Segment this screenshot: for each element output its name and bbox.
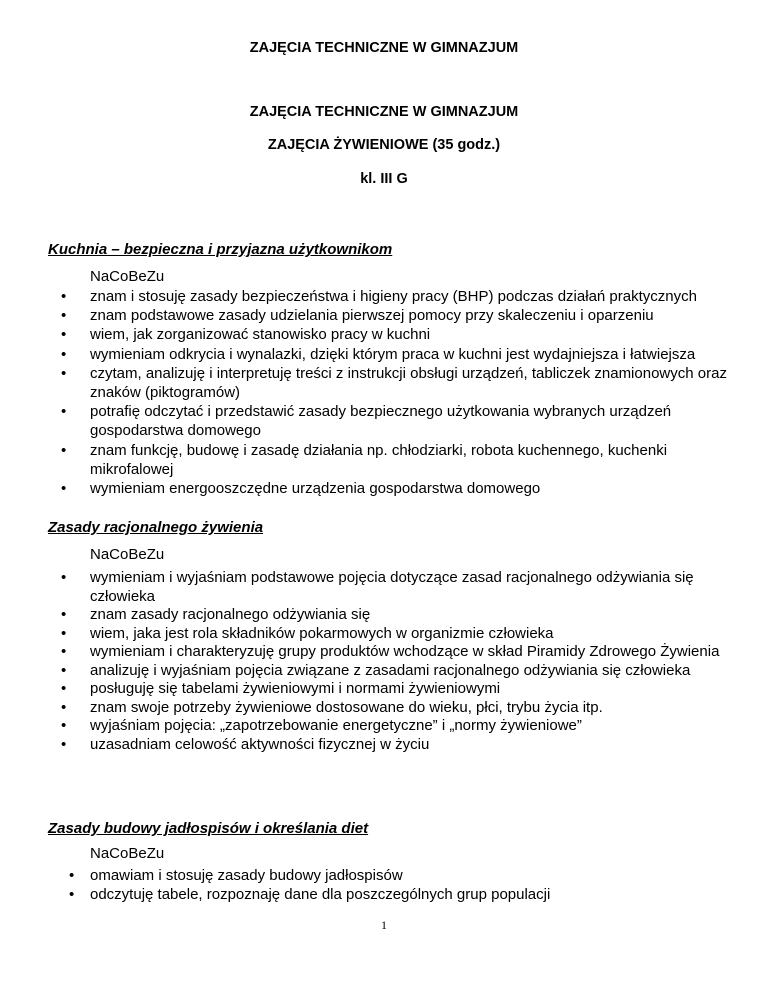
list-item: • uzasadniam celowość aktywności fizycznej w życiu <box>90 736 730 755</box>
list-item: • odczytuję tabele, rozpoznaję dane dla poszczególnych grup populacji <box>90 885 730 904</box>
list-item: • znam zasady racjonalnego odżywiania się <box>90 606 730 625</box>
list-item: • omawiam i stosuję zasady budowy jadłospisów <box>90 866 730 885</box>
list-item: • czytam, analizuję i interpretuję treści z instrukcji obsługi urządzeń, tabliczek znamionowych oraz znaków (piktogramów) <box>90 364 730 402</box>
list-item: • analizuję i wyjaśniam pojęcia związane z zasadami racjonalnego odżywiania się człowieka <box>90 662 730 681</box>
list-item: • znam i stosuję zasady bezpieczeństwa i higieny pracy (BHP) podczas działań praktycznych <box>90 287 730 306</box>
section-label-jadlospisy: NaCoBeZu <box>90 845 165 862</box>
section-title-racjonalne: Zasady racjonalnego żywienia <box>48 519 264 536</box>
section-label-racjonalne: NaCoBeZu <box>90 546 165 563</box>
section-list-racjonalne <box>90 569 730 754</box>
list-item: • potrafię odczytać i przedstawić zasady bezpiecznego użytkowania wybranych urządzeń gospodarstwa domowego <box>90 402 730 440</box>
list-item: • wiem, jaka jest rola składników pokarmowych w organizmie człowieka <box>90 625 730 644</box>
section-list-jadlospisy <box>90 866 730 904</box>
list-item: • posługuję się tabelami żywieniowymi i normami żywieniowymi <box>90 680 730 699</box>
class-label: kl. III G <box>360 171 408 187</box>
document-subtitle: ZAJĘCIA ŻYWIENIOWE (35 godz.) <box>267 137 501 153</box>
list-item: • wymieniam odkrycia i wynalazki, dzięki którym praca w kuchni jest wydajniejsza i łatwiejsza <box>90 345 730 364</box>
list-item: • wymieniam i wyjaśniam podstawowe pojęcia dotyczące zasad racjonalnego odżywiania się człowieka <box>90 569 730 606</box>
section-list-kuchnia <box>90 287 730 498</box>
page-header: ZAJĘCIA TECHNICZNE W GIMNAZJUM <box>249 40 519 56</box>
document-title: ZAJĘCIA TECHNICZNE W GIMNAZJUM <box>249 104 519 120</box>
list-item: • wyjaśniam pojęcia: „zapotrzebowanie energetyczne” i „normy żywieniowe” <box>90 717 730 736</box>
section-title-kuchnia: Kuchnia – bezpieczna i przyjazna użytkownikom <box>48 241 393 258</box>
list-item: • znam swoje potrzeby żywieniowe dostosowane do wieku, płci, trybu życia itp. <box>90 699 730 718</box>
section-label-kuchnia: NaCoBeZu <box>90 268 165 285</box>
list-item: • wymieniam energooszczędne urządzenia gospodarstwa domowego <box>90 479 730 498</box>
page-number: 1 <box>381 918 387 932</box>
list-item: • znam funkcję, budowę i zasadę działania np. chłodziarki, robota kuchennego, kuchenki mikrofalowej <box>90 441 730 479</box>
section-title-jadlospisy: Zasady budowy jadłospisów i określania diet <box>48 820 369 837</box>
list-item: • znam podstawowe zasady udzielania pierwszej pomocy przy skaleczeniu i oparzeniu <box>90 306 730 325</box>
list-item: • wiem, jak zorganizować stanowisko pracy w kuchni <box>90 325 730 344</box>
list-item: • wymieniam i charakteryzuję grupy produktów wchodzące w skład Piramidy Zdrowego Żywienia <box>90 643 730 662</box>
